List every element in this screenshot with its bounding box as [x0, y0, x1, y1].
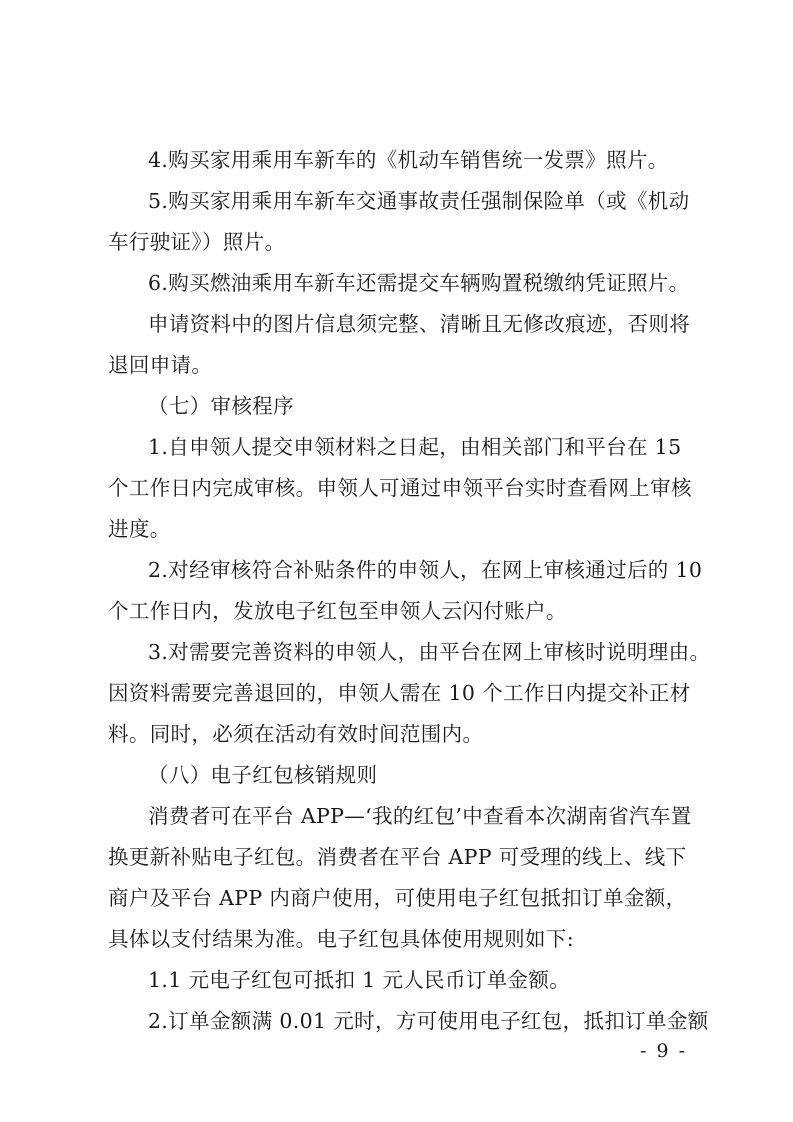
paragraph-line: 2.订单金额满 0.01 元时，方可使用电子红包，抵扣订单金额	[148, 1009, 709, 1033]
paragraph-line: 个工作日内完成审核。申领人可通过申领平台实时查看网上审核	[108, 476, 692, 500]
paragraph-line: 4.购买家用乘用车新车的《机动车销售统一发票》照片。	[148, 148, 669, 172]
paragraph-line: 2.对经审核符合补贴条件的申领人，在网上审核通过后的 10	[148, 558, 703, 582]
paragraph-line: 消费者可在平台 APP—‘我的红包’中查看本次湖南省汽车置	[148, 804, 692, 828]
page-number: - 9 -	[640, 1040, 688, 1062]
paragraph-line: 商户及平台 APP 内商户使用，可使用电子红包抵扣订单金额，	[108, 886, 687, 910]
paragraph-line: 进度。	[108, 517, 171, 541]
paragraph-line: 1.自申领人提交申领材料之日起，由相关部门和平台在 15	[148, 435, 682, 459]
paragraph-line: 车行驶证》）照片。	[108, 230, 286, 254]
paragraph-line: 申请资料中的图片信息须完整、清晰且无修改痕迹，否则将	[148, 312, 691, 336]
section-heading: （八）电子红包核销规则	[148, 763, 378, 787]
section-heading: （七）审核程序	[148, 394, 294, 418]
paragraph-line: 料。同时，必须在活动有效时间范围内。	[108, 722, 484, 746]
paragraph-line: 具体以支付结果为准。电子红包具体使用规则如下:	[108, 927, 574, 951]
paragraph-line: 5.购买家用乘用车新车交通事故责任强制保险单（或《机动	[148, 189, 690, 213]
paragraph-line: 3.对需要完善资料的申领人，由平台在网上审核时说明理由。	[148, 640, 711, 664]
paragraph-line: 换更新补贴电子红包。消费者在平台 APP 可受理的线上、线下	[108, 845, 687, 869]
paragraph-line: 退回申请。	[108, 353, 213, 377]
paragraph-line: 6.购买燃油乘用车新车还需提交车辆购置税缴纳凭证照片。	[148, 271, 690, 295]
paragraph-line: 因资料需要完善退回的，申领人需在 10 个工作日内提交补正材	[108, 681, 691, 705]
paragraph-line: 个工作日内，发放电子红包至申领人云闪付账户。	[108, 599, 567, 623]
paragraph-line: 1.1 元电子红包可抵扣 1 元人民币订单金额。	[148, 968, 571, 992]
